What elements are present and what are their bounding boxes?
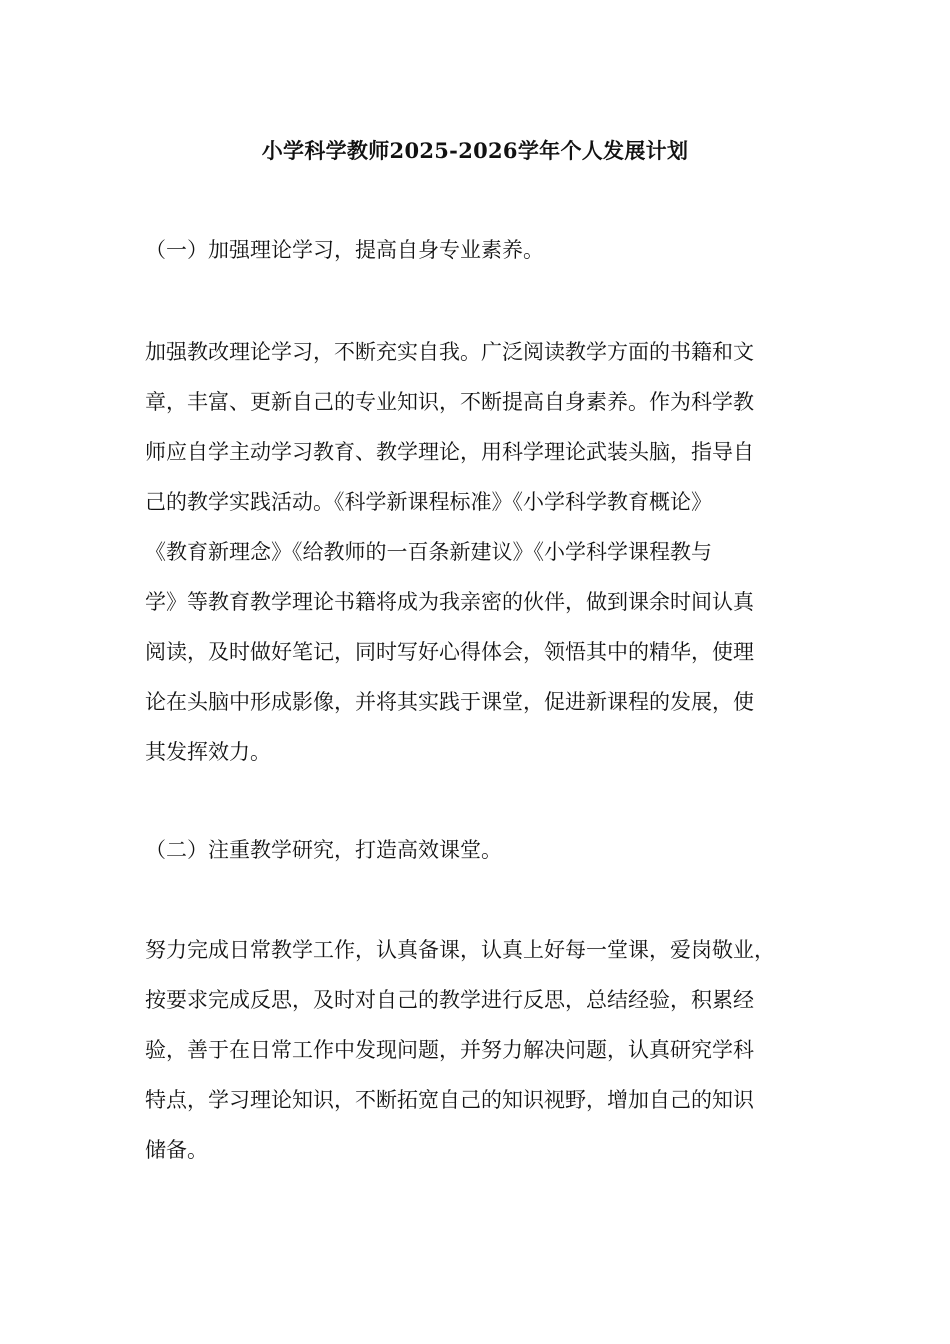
paragraph-line: 加强教改理论学习，不断充实自我。广泛阅读教学方面的书籍和文	[145, 340, 754, 364]
document-title: 小学科学教师2025-2026学年个人发展计划	[261, 138, 689, 163]
paragraph-line: 储备。	[145, 1138, 208, 1162]
section-paragraph-1	[145, 327, 835, 777]
paragraph-line: 阅读，及时做好笔记，同时写好心得体会，领悟其中的精华，使理	[145, 640, 754, 664]
paragraph-line: 其发挥效力。	[145, 740, 271, 764]
paragraph-line: 特点，学习理论知识，不断拓宽自己的知识视野，增加自己的知识	[145, 1088, 754, 1112]
section-paragraph-2	[145, 925, 835, 1175]
section-heading-1: （一）加强理论学习，提高自身专业素养。	[145, 238, 544, 262]
section-heading-2: （二）注重教学研究，打造高效课堂。	[145, 838, 502, 862]
paragraph-line: 按要求完成反思，及时对自己的教学进行反思，总结经验，积累经	[145, 988, 754, 1012]
paragraph-line: 论在头脑中形成影像，并将其实践于课堂，促进新课程的发展，使	[145, 690, 754, 714]
paragraph-line: 学》等教育教学理论书籍将成为我亲密的伙伴，做到课余时间认真	[145, 590, 754, 614]
paragraph-line: 《教育新理念》《给教师的一百条新建议》《小学科学课程教与	[145, 540, 712, 564]
paragraph-line: 章，丰富、更新自己的专业知识，不断提高自身素养。作为科学教	[145, 390, 754, 414]
paragraph-line: 验，善于在日常工作中发现问题，并努力解决问题，认真研究学科	[145, 1038, 754, 1062]
paragraph-line: 师应自学主动学习教育、教学理论，用科学理论武装头脑，指导自	[145, 440, 754, 464]
paragraph-line: 己的教学实践活动。《科学新课程标准》《小学科学教育概论》	[145, 490, 712, 514]
paragraph-line: 努力完成日常教学工作，认真备课，认真上好每一堂课，爱岗敬业，	[145, 938, 775, 962]
